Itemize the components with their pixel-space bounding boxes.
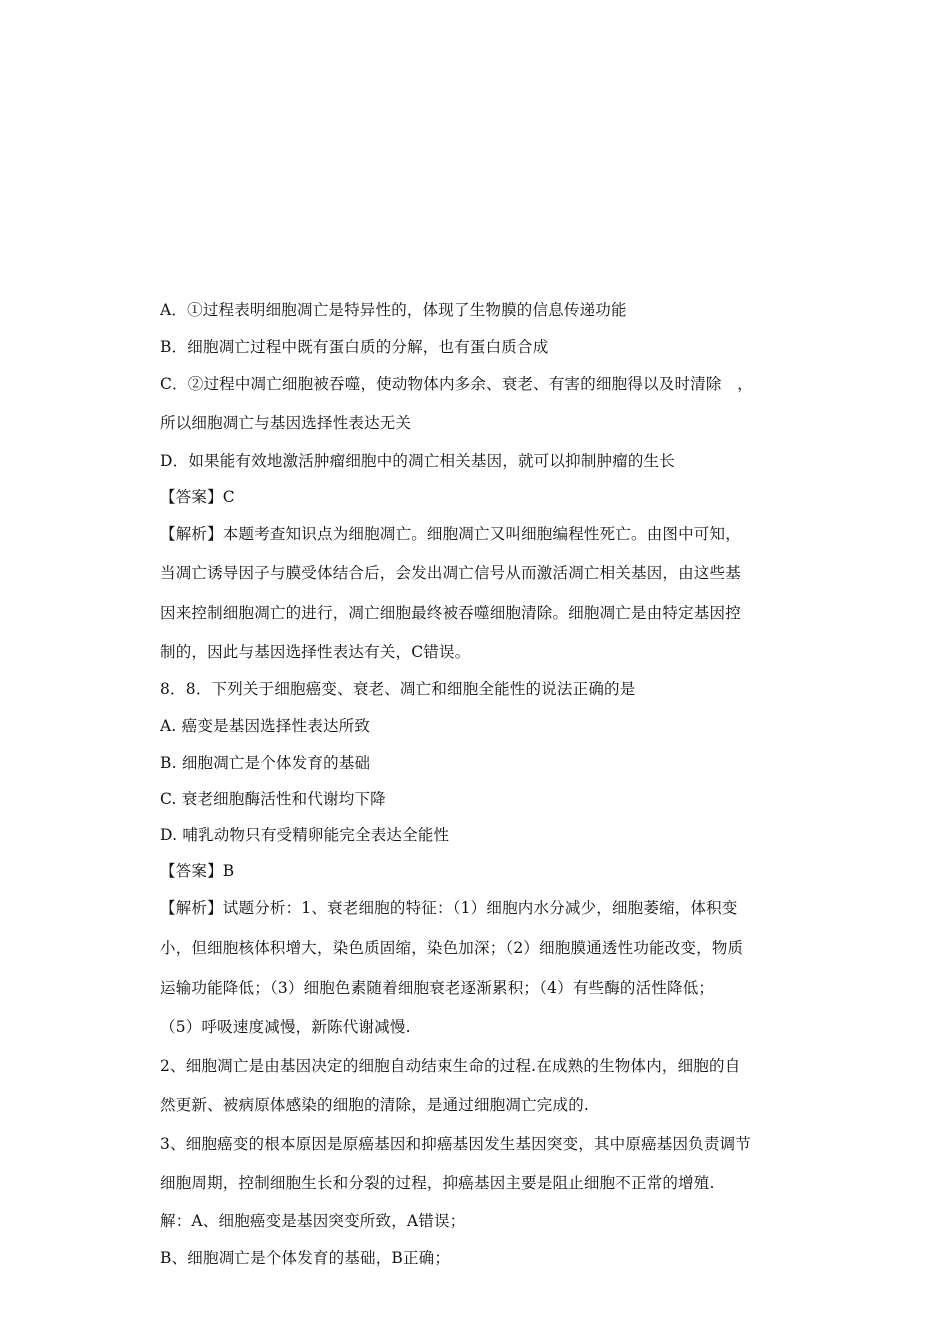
q8-option-c: C. 衰老细胞酶活性和代谢均下降	[160, 790, 386, 808]
q7-analysis-line: 制的，因此与基因选择性表达有关，C错误。	[160, 643, 471, 661]
q8-stem: 8．8．下列关于细胞癌变、衰老、凋亡和细胞全能性的说法正确的是	[160, 680, 636, 698]
q8-analysis-line: 然更新、被病原体感染的细胞的清除，是通过细胞凋亡完成的.	[160, 1096, 590, 1114]
q7-answer: 【答案】C	[160, 488, 235, 506]
q7-option-c-line2: 所以细胞凋亡与基因选择性表达无关	[160, 414, 412, 432]
q7-option-a: A．①过程表明细胞凋亡是特异性的，体现了生物膜的信息传递功能	[160, 301, 627, 319]
q8-analysis-line: 【解析】试题分析：1、衰老细胞的特征：（1）细胞内水分减少，细胞萎缩，体积变	[160, 899, 738, 917]
q8-analysis-line: 2、细胞凋亡是由基因决定的细胞自动结束生命的过程.在成熟的生物体内，细胞的自	[160, 1057, 741, 1075]
q8-analysis-line: 小，但细胞核体积增大，染色质固缩，染色加深；（2）细胞膜通透性功能改变，物质	[160, 939, 744, 957]
q8-analysis-line: 运输功能降低；（3）细胞色素随着细胞衰老逐渐累积；（4）有些酶的活性降低；	[160, 979, 715, 997]
q7-analysis-line: 因来控制细胞凋亡的进行，凋亡细胞最终被吞噬细胞清除。细胞凋亡是由特定基因控	[160, 604, 741, 622]
q7-option-c-line1: C．②过程中凋亡细胞被吞噬，使动物体内多余、衰老、有害的细胞得以及时清除 ，	[160, 375, 753, 393]
q8-analysis-line: （5）呼吸速度减慢，新陈代谢减慢.	[160, 1018, 411, 1036]
q8-option-b: B. 细胞凋亡是个体发育的基础	[160, 754, 371, 772]
q8-answer: 【答案】B	[160, 862, 235, 880]
q8-option-a: A. 癌变是基因选择性表达所致	[160, 717, 371, 735]
q8-analysis-line: 细胞周期，控制细胞生长和分裂的过程，抑癌基因主要是阻止细胞不正常的增殖.	[160, 1174, 715, 1192]
q8-analysis-line: 3、细胞癌变的根本原因是原癌基因和抑癌基因发生基因突变，其中原癌基因负责调节	[160, 1135, 751, 1153]
q8-analysis-line: B、细胞凋亡是个体发育的基础，B正确；	[160, 1249, 451, 1267]
q7-analysis-line: 当凋亡诱导因子与膜受体结合后，会发出凋亡信号从而激活凋亡相关基因，由这些基	[160, 564, 741, 582]
q8-option-d: D. 哺乳动物只有受精卵能完全表达全能性	[160, 826, 450, 844]
q7-analysis-line: 【解析】本题考查知识点为细胞凋亡。细胞凋亡又叫细胞编程性死亡。由图中可知，	[160, 525, 741, 543]
q7-option-b: B．细胞凋亡过程中既有蛋白质的分解，也有蛋白质合成	[160, 338, 549, 356]
q8-analysis-line: 解：A、细胞癌变是基因突变所致，A错误；	[160, 1212, 466, 1230]
q7-option-d: D．如果能有效地激活肿瘤细胞中的凋亡相关基因，就可以抑制肿瘤的生长	[160, 452, 676, 470]
